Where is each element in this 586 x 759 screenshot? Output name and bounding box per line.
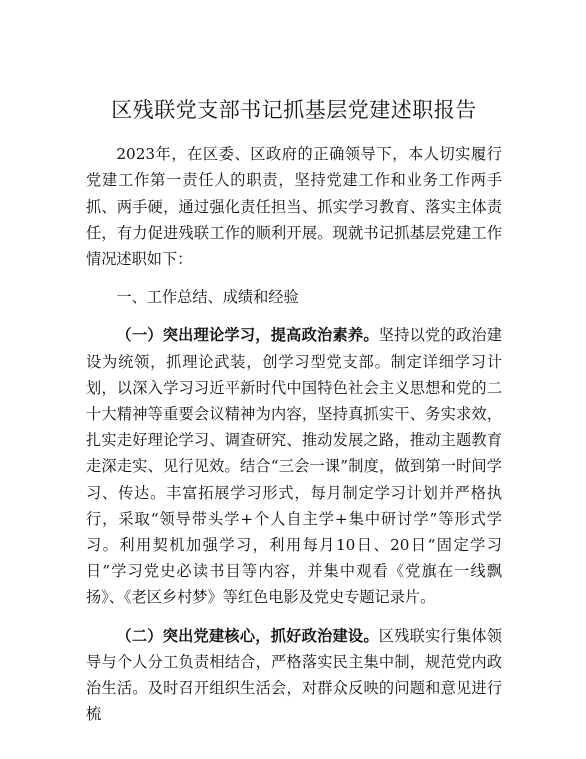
subsection-lead: （一）突出理论学习，提高政治素养。 bbox=[116, 326, 379, 345]
subsection-body: 区残联实行集体领导与个人分工负责相结合，严格落实民主集中制，规范党内政治生活。及时召开组织生活会，对群众反映的问题和意见进行梳 bbox=[86, 626, 503, 724]
subsection-party-building bbox=[86, 623, 502, 728]
subsection-lead: （二）突出党建核心，抓好政治建设。 bbox=[116, 626, 379, 645]
subsection-body: 坚持以党的政治建设为统领，抓理论武装，创学习型党支部。制定详细学习计划，以深入学习习近平新时代中国特色社会主义思想和党的二十大精神等重要会议精神为内容，坚持真抓实干、务实求效，扎实走好理论学习、调查研究、推动发展之路，推动主题教育走深走实、见行见效。结合“三会一课”制度，做到第一时间学习、传达。丰富拓展学习形式，每月制定学习计划并严格执行，采取“领导带头学+个人自主学+集中研讨学”等形式学习。利用契机加强学习，利用每月10日、20日“固定学习日”学习党史必读书目等内容，并集中观看《党旗在一线飘扬》、《老区乡村梦》等红色电影及党史专题记录片。 bbox=[86, 326, 503, 607]
document-title: 区残联党支部书记抓基层党建述职报告 bbox=[111, 98, 477, 122]
section-heading-summary: 一、工作总结、成绩和经验 bbox=[116, 288, 299, 307]
subsection-theory-study bbox=[86, 322, 502, 610]
intro-paragraph: 2023年，在区委、区政府的正确领导下，本人切实履行党建工作第一责任人的职责，坚持党建工作和业务工作两手抓、两手硬，通过强化责任担当、抓实学习教育、落实主体责任，有力促进残联工作的顺利开展。现就书记抓基层党建工作情况述职如下： bbox=[86, 145, 502, 268]
